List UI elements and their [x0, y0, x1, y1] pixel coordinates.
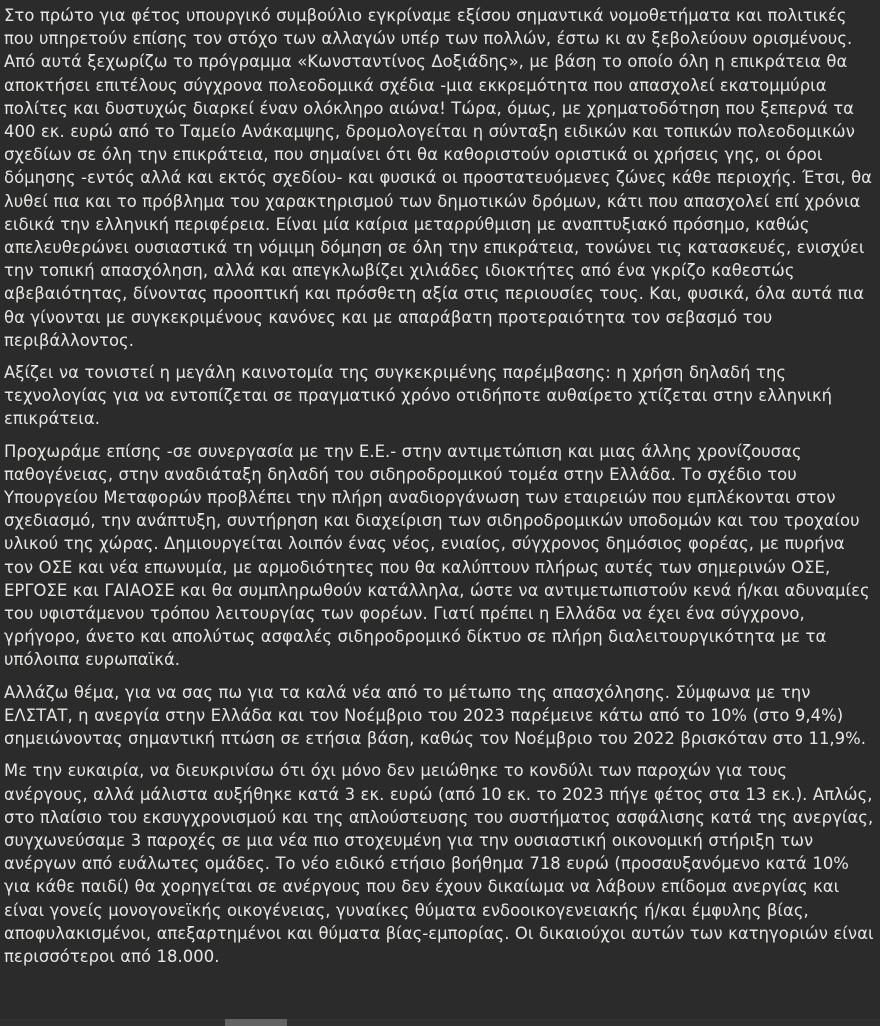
- paragraph: Με την ευκαιρία, να διευκρινίσω ότι όχι μόνο δεν μειώθηκε το κονδύλι των παροχών για τους ανέργους, αλλά μάλιστα αυξήθηκε κατά 3 εκ. ευρώ (από 10 εκ. το 2023 πήγε φέτος στα 13 εκ.). Απλώς, στο πλαίσιο του εκσυγχρονισμού και της απλούστευσης του συστήματος ασφάλισης κατά της ανεργίας, συγχωνεύσαμε 3 παροχές σε μια νέα πιο στοχευμένη για την ουσιαστική οικονομική στήριξη των ανέργων από ευάλωτες ομάδες. Το νέο ειδικό ετήσιο βοήθημα 718 ευρώ (προσαυξανόμενο κατά 10% για κάθε παιδί) θα χορηγείται σε ανέργους που δεν έχουν δικαίωμα να λάβουν επίδομα ανεργίας και είναι γονείς μονογονεϊκής οικογένειας, γυναίκες θύματα ενδοοικογενειακής ή/και έμφυλης βίας, αποφυλακισμένοι, απεξαρτημένοι και θύματα βίας-εμπορίας. Οι δικαιούχοι αυτών των κατηγοριών είναι περισσότεροι από 18.000.: [4, 761, 880, 966]
- horizontal-scrollbar[interactable]: [0, 1018, 880, 1026]
- horizontal-scrollbar-track[interactable]: [0, 1019, 880, 1026]
- paragraph: Στο πρώτο για φέτος υπουργικό συμβούλιο εγκρίναμε εξίσου σημαντικά νομοθετήματα και πολιτικές που υπηρετούν επίσης τον στόχο των αλλαγών υπέρ των πολλών, έστω κι αν ξεβολεύουν ορισμένους. Από αυτά ξεχωρίζω το πρόγραμμα «Κωνσταντίνος Δοξιάδης», με βάση το οποίο όλη η επικράτεια θα αποκτήσει επιτέλους σύγχρονα πολεοδομικά σχέδια -μια εκκρεμότητα που απασχολεί εκατομμύρια πολίτες και δυστυχώς διαρκεί έναν ολόκληρο αιώνα! Τώρα, όμως, με χρηματοδότηση που ξεπερνά τα 400 εκ. ευρώ από το Ταμείο Ανάκαμψης, δρομολογείται η σύνταξη ειδικών και τοπικών πολεοδομικών σχεδίων σε όλη την επικράτεια, που σημαίνει ότι θα καθοριστούν οριστικά οι χρήσεις γης, οι όροι δόμησης -εντός αλλά και εκτός σχεδίου- και φυσικά οι προστατευόμενες ζώνες κάθε περιοχής. Έτσι, θα λυθεί πια και το πρόβλημα του χαρακτηρισμού των δημοτικών δρόμων, κάτι που απασχολεί επί χρόνια ειδικά την ελληνική περιφέρεια. Είναι μία καίρια μεταρρύθμιση με αναπτυξιακό πρόσημο, καθώς απελευθερώνει ουσιαστικά τη νόμιμη δόμηση σε όλη την επικράτεια, τονώνει τις κατασκευές, ενισχύει την τοπική απασχόληση, αλλά και απεγκλωβίζει χιλιάδες ιδιοκτήτες από ένα γκρίζο καθεστώς αβεβαιότητας, δίνοντας προοπτική και πρόσθετη αξία στις περιουσίες τους. Και, φυσικά, όλα αυτά πια θα γίνονται με συγκεκριμένους κανόνες και με απαράβατη προτεραιότητα τον σεβασμό του περιβάλλοντος.: [4, 6, 878, 350]
- horizontal-scrollbar-thumb[interactable]: [225, 1019, 287, 1026]
- paragraph: Προχωράμε επίσης -σε συνεργασία με την Ε.Ε.- στην αντιμετώπιση και μιας άλλης χρονίζουσας παθογένειας, στην αναδιάταξη δηλαδή του σιδηροδρομικού τομέα στην Ελλάδα. Το σχέδιο του Υπουργείου Μεταφορών προβλέπει την πλήρη αναδιοργάνωση των εταιρειών που εμπλέκονται στον σχεδιασμό, την ανάπτυξη, συντήρηση και διαχείριση των σιδηροδρομικών υποδομών και του τροχαίου υλικού της χώρας. Δημιουργείται λοιπόν ένας νέος, ενιαίος, σύγχρονος δημόσιος φορέας, με πυρήνα τον ΟΣΕ και νέα επωνυμία, με αρμοδιότητες που θα καλύπτουν πλήρως αυτές των σημερινών ΟΣΕ, ΕΡΓΟΣΕ και ΓΑΙΑΟΣΕ και θα συμπληρωθούν κατάλληλα, ώστε να αντιμετωπιστούν κενά ή/και αδυναμίες του υφιστάμενου τρόπου λειτουργίας των φορέων. Γιατί πρέπει η Ελλάδα να έχει ένα σύγχρονο, γρήγορο, άνετο και απολύτως ασφαλές σιδηροδρομικό δίκτυο σε πλήρη διαλειτουργικότητα με τα υπόλοιπα ευρωπαϊκά.: [4, 441, 876, 670]
- paragraph: Αλλάζω θέμα, για να σας πω για τα καλά νέα από το μέτωπο της απασχόλησης. Σύμφωνα με την ΕΛΣΤΑΤ, η ανεργία στην Ελλάδα και τον Νοέμβριο του 2023 παρέμεινε κάτω από το 10% (στο 9,4%) σημειώνοντας σημαντική πτώση σε ετήσια βάση, καθώς τον Νοέμβριο του 2022 βρισκόταν στο 11,9%.: [4, 682, 867, 749]
- paragraph: Αξίζει να τονιστεί η μεγάλη καινοτομία της συγκεκριμένης παρέμβασης: η χρήση δηλαδή της τεχνολογίας για να εντοπίζεται σε πραγματικό χρόνο οτιδήποτε αυθαίρετο χτίζεται στην ελληνική επικράτεια.: [4, 363, 838, 429]
